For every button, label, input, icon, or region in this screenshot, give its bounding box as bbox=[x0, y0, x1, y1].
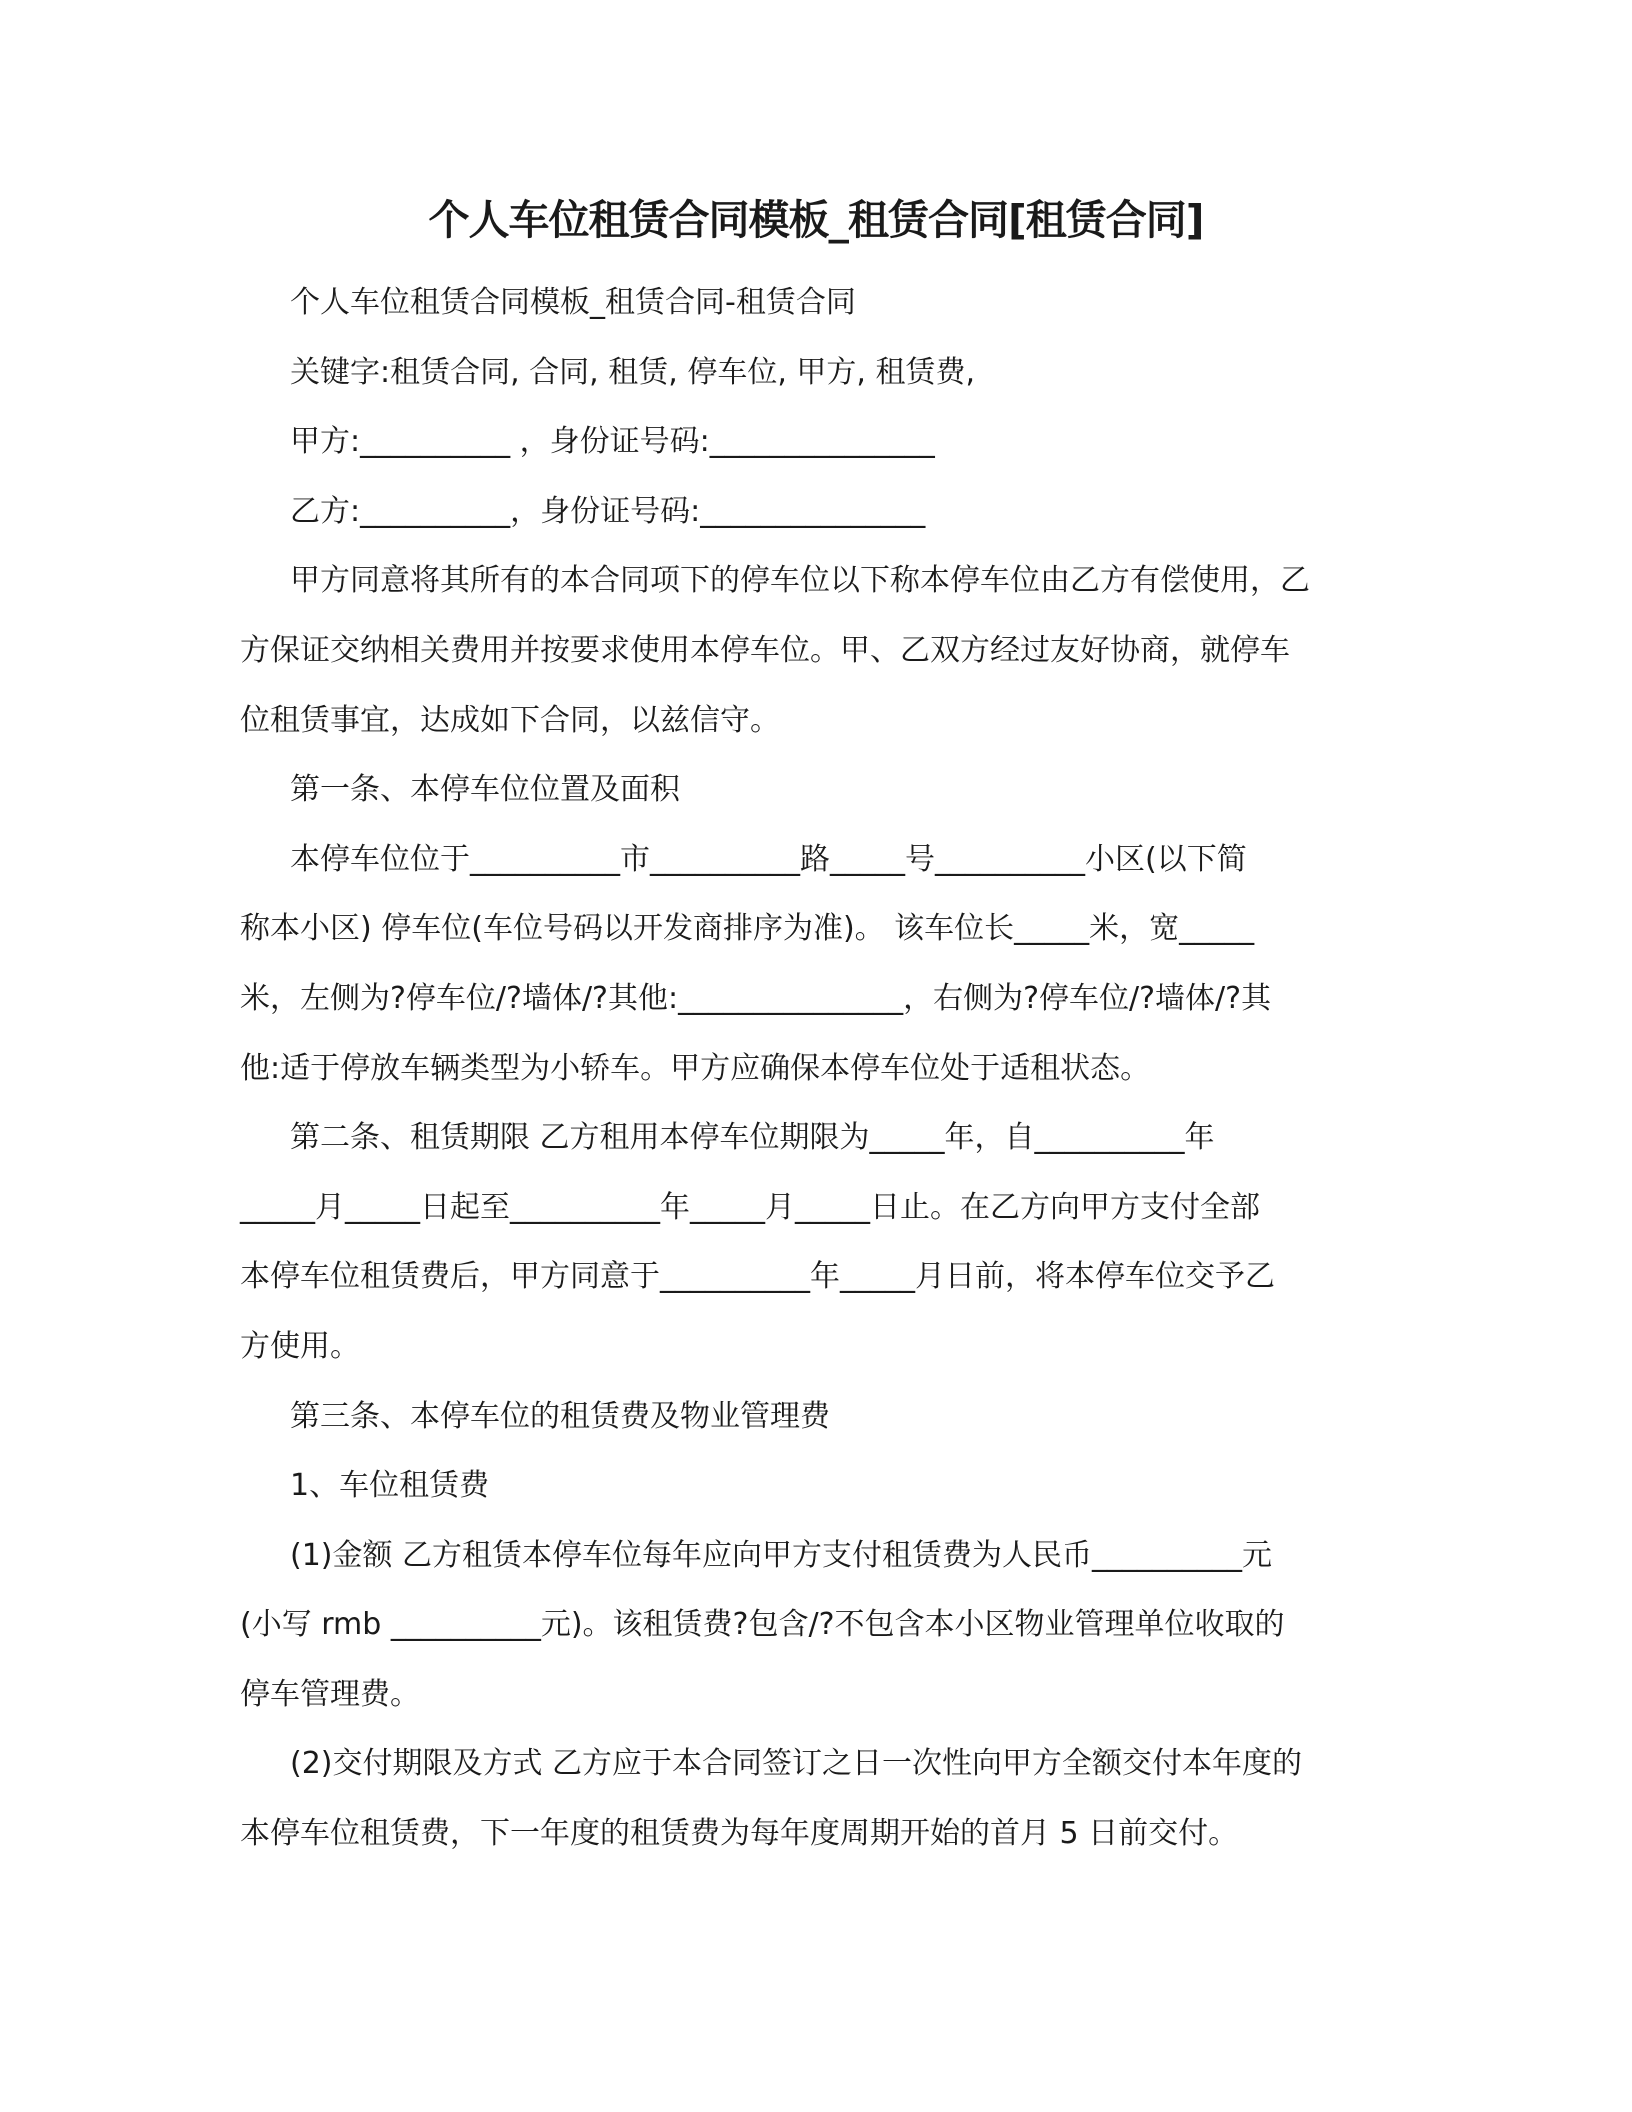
document-body bbox=[240, 268, 1390, 1869]
text-line: 他:适于停放车辆类型为小轿车。甲方应确保本停车位处于适租状态。 bbox=[240, 1050, 1151, 1086]
text-line: 关键字:租赁合同, 合同, 租赁, 停车位, 甲方, 租赁费, bbox=[290, 354, 976, 390]
text-line: 停车管理费。 bbox=[240, 1676, 420, 1712]
text-line: 本停车位租赁费后，甲方同意于__________年_____月日前，将本停车位交予乙 bbox=[240, 1259, 1275, 1295]
text-line: 第一条、本停车位位置及面积 bbox=[290, 772, 680, 808]
text-line: 位租赁事宜，达成如下合同，以兹信守。 bbox=[240, 702, 780, 738]
text-line: 本停车位位于__________市__________路_____号__________小区(以下简 bbox=[290, 841, 1247, 877]
text-line: 乙方:__________，身份证号码:_______________ bbox=[290, 493, 926, 529]
text-line: 米，左侧为?停车位/?墙体/?其他:_______________，右侧为?停车位/?墙体/?其 bbox=[240, 980, 1272, 1016]
text-line: 本停车位租赁费，下一年度的租赁费为每年度周期开始的首月 5 日前交付。 bbox=[240, 1816, 1239, 1852]
text-line: (1)金额 乙方租赁本停车位每年应向甲方支付租赁费为人民币__________元 bbox=[290, 1537, 1273, 1573]
text-line: 称本小区) 停车位(车位号码以开发商排序为准)。 该车位长_____米，宽_____ bbox=[240, 911, 1255, 947]
text-line: (小写 rmb __________元)。该租赁费?包含/?不包含本小区物业管理单位收取的 bbox=[240, 1607, 1285, 1643]
text-line: 甲方:__________ ，身份证号码:_______________ bbox=[290, 424, 935, 460]
text-line: (2)交付期限及方式 乙方应于本合同签订之日一次性向甲方全额交付本年度的 bbox=[290, 1746, 1303, 1782]
text-line: 第三条、本停车位的租赁费及物业管理费 bbox=[290, 1398, 830, 1434]
text-line: 甲方同意将其所有的本合同项下的停车位以下称本停车位由乙方有偿使用，乙 bbox=[290, 563, 1310, 599]
text-line: 方使用。 bbox=[240, 1328, 360, 1364]
text-line: 1、车位租赁费 bbox=[290, 1468, 490, 1504]
document-title: 个人车位租赁合同模板_租赁合同[租赁合同] bbox=[428, 196, 1204, 244]
text-line: _____月_____日起至__________年_____月_____日止。在乙方向甲方支付全部 bbox=[240, 1189, 1260, 1225]
text-line: 个人车位租赁合同模板_租赁合同-租赁合同 bbox=[290, 285, 856, 320]
text-line: 第二条、租赁期限 乙方租用本停车位期限为_____年，自__________年 bbox=[290, 1120, 1215, 1156]
text-line: 方保证交纳相关费用并按要求使用本停车位。甲、乙双方经过友好协商，就停车 bbox=[240, 632, 1290, 668]
